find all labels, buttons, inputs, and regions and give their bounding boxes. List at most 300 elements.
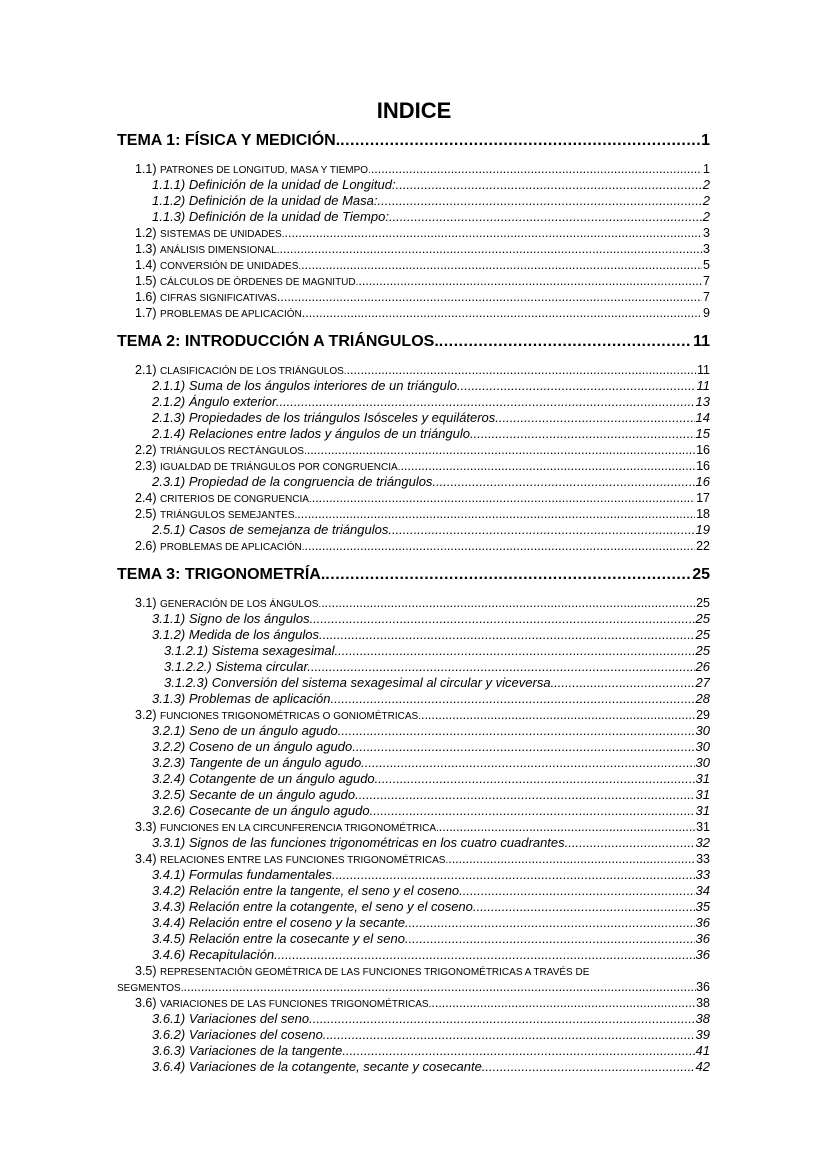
toc-entry-number: 3.1.1) (152, 611, 186, 626)
toc-entry (117, 209, 710, 225)
toc-entry-text (164, 675, 554, 691)
toc-leader-dots (389, 209, 702, 225)
toc-leader-dots (313, 1011, 695, 1027)
toc-entry-text (135, 362, 347, 378)
toc-entry (117, 915, 710, 931)
toc-entry-text (164, 643, 338, 659)
toc-page-number: 16 (695, 474, 710, 489)
toc-entry-number: 1.6) (135, 290, 157, 304)
toc-leader-dots (338, 643, 694, 659)
toc-page-number: 9 (703, 306, 710, 320)
toc-entry-text (135, 257, 301, 273)
toc-entry-label: Formulas fundamentales. (188, 867, 336, 882)
toc-entry-text (135, 819, 439, 835)
toc-entry-number: 3.6.1) (152, 1011, 186, 1026)
toc-entry-number: 3.4.3) (152, 899, 186, 914)
toc-entry-text (164, 659, 311, 675)
toc-entry-label: Conversión del sistema sexagesimal al circular y viceversa. (211, 675, 555, 690)
toc-page-number: 41 (695, 1043, 710, 1058)
toc-entry-text (135, 595, 321, 611)
toc-entry (117, 225, 710, 241)
toc-entry (117, 362, 710, 378)
toc-leader-dots (371, 161, 702, 177)
toc-entry-label: Variaciones del seno. (188, 1011, 313, 1026)
toc-leader-dots (305, 538, 696, 554)
toc-page-number: 38 (696, 996, 710, 1010)
toc-page-number: 30 (695, 739, 710, 754)
toc-entry-label: Propiedades de los triángulos Isósceles y equiláteros. (188, 410, 499, 425)
toc-page-number: 14 (695, 410, 710, 425)
toc-page-number: 2 (702, 177, 710, 192)
toc-entry-label: Definición de la unidad de Masa: (188, 193, 378, 208)
toc-entry-text (152, 627, 323, 643)
toc-entry-text (152, 611, 313, 627)
toc-entry-label: Sistema sexagesimal. (211, 643, 339, 658)
toc-page-number: 17 (696, 491, 710, 505)
toc-page-number: 33 (695, 867, 710, 882)
toc-leader-dots (334, 691, 694, 707)
toc-entry-number: 1.1.1) (152, 177, 186, 192)
toc-leader-dots (340, 130, 700, 152)
toc-leader-dots (325, 564, 691, 586)
toc-entry (117, 273, 710, 289)
toc-entry-number: 1.4) (135, 258, 157, 272)
toc-entry-label: Propiedad de la congruencia de triángulos. (188, 474, 437, 489)
toc-entry-text (152, 1011, 313, 1027)
toc-entry (117, 611, 710, 627)
toc-entry-label: CONVERSIÓN DE UNIDADES. (160, 261, 302, 272)
toc-entry-number: 3.3.1) (152, 835, 186, 850)
toc-entry-number: 3.3) (135, 820, 157, 834)
toc-leader-dots (301, 257, 702, 273)
toc-entry-line (135, 963, 710, 979)
toc-entry-label: Seno de un ángulo agudo. (188, 723, 342, 738)
toc-chapter-heading (117, 130, 710, 152)
toc-entry (117, 595, 710, 611)
toc-entry-number: 3.4.1) (152, 867, 186, 882)
toc-chapter-label: TEMA 3: TRIGONOMETRÍA. (117, 566, 326, 583)
toc-entry (117, 241, 710, 257)
toc-entry (117, 1027, 710, 1043)
toc-page-number: 25 (692, 566, 710, 583)
toc-leader-dots (477, 899, 695, 915)
toc-page-number: 33 (696, 852, 710, 866)
toc-entry-label: PROBLEMAS DE APLICACIÓN. (160, 542, 305, 553)
toc-entry (117, 899, 710, 915)
toc-leader-dots (278, 947, 695, 963)
section-spacer (117, 554, 710, 560)
toc-entry-number: 3.2) (135, 708, 157, 722)
toc-entry-number: 2.5) (135, 507, 157, 521)
toc-entry-text (135, 995, 431, 1011)
toc-entry-text (135, 490, 312, 506)
toc-entry (117, 851, 710, 867)
toc-entry-text (152, 1043, 346, 1059)
toc-leader-dots (439, 819, 695, 835)
toc-entry-text (152, 739, 356, 755)
toc-entry-text (135, 225, 285, 241)
toc-page-number: 25 (695, 627, 710, 642)
toc-entry-label: Variaciones del coseno. (188, 1027, 327, 1042)
toc-entry-text (152, 723, 341, 739)
toc-entry-number: 3.4.5) (152, 931, 186, 946)
toc-page-number: 31 (695, 771, 710, 786)
toc-entry-number: 1.7) (135, 306, 157, 320)
toc-entry-text (152, 691, 334, 707)
toc-page-number: 16 (696, 443, 710, 457)
toc-entry-number: 3.6.2) (152, 1027, 186, 1042)
toc-entry-label: GENERACIÓN DE LOS ÁNGULOS. (160, 599, 322, 610)
toc-entry-text (135, 458, 400, 474)
toc-entry-text (135, 273, 358, 289)
toc-entry-label: Relación entre la tangente, el seno y el coseno. (188, 883, 463, 898)
toc-entry-number: 3.1.2.2.) (164, 659, 212, 674)
toc-entry-label: CLASIFICACIÓN DE LOS TRIÁNGULOS. (160, 366, 347, 377)
toc-entry-number: 2.3.1) (152, 474, 186, 489)
toc-entry-label: Cosecante de un ángulo agudo. (188, 803, 374, 818)
toc-entry (117, 522, 710, 538)
toc-entry-text (152, 474, 436, 490)
toc-entry (117, 193, 710, 209)
toc-entry-text (152, 193, 378, 209)
toc-leader-dots (463, 883, 695, 899)
toc-entry-label: SISTEMAS DE UNIDADES. (160, 229, 285, 240)
toc-entry (117, 819, 710, 835)
toc-entry-number: 3.4.2) (152, 883, 186, 898)
toc-page-number: 13 (695, 394, 710, 409)
toc-page-number: 36 (696, 980, 710, 994)
toc-page-number: 2 (702, 209, 710, 224)
toc-entry-number: 3.2.6) (152, 803, 186, 818)
toc-page-number: 1 (701, 132, 710, 149)
toc-entry-label: TRIÁNGULOS RECTÁNGULOS. (160, 446, 307, 457)
toc-entry-text (152, 209, 389, 225)
toc-page-number: 30 (695, 755, 710, 770)
toc-entry-label: Cotangente de un ángulo agudo. (188, 771, 379, 786)
toc-entry (117, 161, 710, 177)
toc-leader-dots (554, 675, 694, 691)
toc-entry-text (152, 835, 568, 851)
toc-entry-label: Relación entre la cosecante y el seno. (188, 931, 409, 946)
toc-entry (117, 707, 710, 723)
toc-page-number: 28 (695, 691, 710, 706)
toc-leader-dots (409, 915, 695, 931)
toc-chapter-label: TEMA 2: INTRODUCCIÓN A TRIÁNGULOS. (117, 333, 439, 350)
toc-page-number: 3 (703, 226, 710, 240)
toc-leader-dots (297, 506, 695, 522)
toc-entry-label: PATRONES DE LONGITUD, MASA Y TIEMPO. (160, 165, 371, 176)
toc-entry-text (152, 883, 463, 899)
toc-page-number: 27 (695, 675, 710, 690)
toc-entry (117, 289, 710, 305)
toc-page-number: 11 (696, 378, 710, 393)
toc-entry-label: Secante de un ángulo agudo. (188, 787, 359, 802)
toc-entry-label: Medida de los ángulos. (188, 627, 323, 642)
toc-entry-number: 3.1.2.3) (164, 675, 209, 690)
toc-entry-label: Relación entre la cotangente, el seno y el coseno. (188, 899, 477, 914)
toc-entry-number: 2.3) (135, 459, 157, 473)
toc-entry-number: 2.1.4) (152, 426, 186, 441)
toc-entry-text (135, 538, 305, 554)
toc-entry-number: 2.1.2) (152, 394, 186, 409)
toc-entry-text (152, 899, 477, 915)
toc-entry-label: Coseno de un ángulo agudo. (188, 739, 356, 754)
toc-leader-dots (346, 1043, 695, 1059)
toc-entry-text (152, 177, 396, 193)
toc-leader-dots (470, 426, 695, 442)
toc-entry-text (152, 410, 499, 426)
toc-page-number: 11 (693, 333, 710, 350)
toc-entry (117, 410, 710, 426)
toc-entry-number: 1.3) (135, 242, 157, 256)
toc-leader-dots (279, 394, 694, 410)
toc-entry-label: FUNCIONES EN LA CIRCUNFERENCIA TRIGONOMÉTRICA. (160, 823, 439, 834)
toc-leader-dots (431, 995, 695, 1011)
toc-entry (117, 1059, 710, 1075)
toc-entry (117, 643, 710, 659)
toc-leader-dots (347, 362, 696, 378)
toc-leader-dots (499, 410, 695, 426)
toc-leader-dots (285, 225, 703, 241)
toc-entry (117, 378, 710, 394)
toc-page-number: 25 (695, 643, 710, 658)
toc-leader-dots (341, 723, 694, 739)
toc-entry-number: 3.2.4) (152, 771, 186, 786)
toc-leader-dots (311, 659, 695, 675)
toc-entry (117, 771, 710, 787)
toc-leader-dots (568, 835, 694, 851)
toc-entry-label: Problemas de aplicación. (188, 691, 335, 706)
toc-leader-dots (336, 867, 695, 883)
toc-entry-number: 3.1.2.1) (164, 643, 209, 658)
toc-entry-number: 1.5) (135, 274, 157, 288)
toc-entry-number: 1.2) (135, 226, 157, 240)
toc-leader-dots (326, 1027, 694, 1043)
toc-page-number: 25 (695, 611, 710, 626)
toc-leader-dots (392, 522, 695, 538)
toc-entry-label: CÁLCULOS DE ÓRDENES DE MAGNITUD. (160, 277, 359, 288)
toc-entry-label: Relaciones entre lados y ángulos de un triángulo (188, 426, 471, 441)
toc-entry (117, 723, 710, 739)
toc-entry (117, 426, 710, 442)
toc-entry-number: 1.1.3) (152, 209, 186, 224)
toc-leader-dots (421, 707, 695, 723)
toc-leader-dots (323, 627, 695, 643)
toc-page-number: 2 (702, 193, 710, 208)
toc-leader-dots (365, 755, 695, 771)
toc-entry-number: 3.2.1) (152, 723, 186, 738)
toc-page-number: 38 (695, 1011, 710, 1026)
toc-entry-text (135, 289, 277, 305)
toc-entry-number: 1.1) (135, 162, 157, 176)
toc-entry-text (152, 867, 336, 883)
table-of-contents (117, 130, 710, 1081)
toc-page-number: 36 (695, 915, 710, 930)
toc-page-number: 25 (696, 596, 710, 610)
toc-entry-text (152, 426, 470, 442)
toc-entry-text (152, 1027, 326, 1043)
toc-page-number: 19 (695, 522, 710, 537)
toc-entry (117, 1043, 710, 1059)
toc-entry (117, 691, 710, 707)
toc-entry-number: 3.5) (135, 964, 157, 978)
toc-entry (117, 627, 710, 643)
toc-entry (117, 739, 710, 755)
toc-entry (117, 490, 710, 506)
toc-page-number: 31 (695, 787, 710, 802)
toc-page-number: 35 (695, 899, 710, 914)
toc-leader-dots (448, 851, 695, 867)
toc-page-number: 32 (695, 835, 710, 850)
toc-page-number: 18 (696, 507, 710, 521)
toc-entry (117, 659, 710, 675)
toc-entry-label: Tangente de un ángulo agudo. (188, 755, 365, 770)
toc-entry-text (135, 851, 448, 867)
toc-entry-number: 3.6.3) (152, 1043, 186, 1058)
toc-page-number: 7 (703, 274, 710, 288)
toc-entry-text (152, 915, 409, 931)
toc-entry-text (152, 771, 378, 787)
toc-entry (117, 947, 710, 963)
toc-entry-label: FUNCIONES TRIGONOMÉTRICAS O GONIOMÉTRICAS. (160, 711, 421, 722)
toc-leader-dots (400, 458, 695, 474)
toc-entry (117, 506, 710, 522)
toc-chapter-heading (117, 564, 710, 586)
page-title: INDICE (376, 98, 452, 123)
toc-entry (117, 995, 710, 1011)
toc-page-number: 22 (696, 539, 710, 553)
toc-entry-label: Relación entre el coseno y la secante. (188, 915, 409, 930)
toc-entry (117, 755, 710, 771)
toc-entry-text (152, 394, 279, 410)
toc-entry (117, 394, 710, 410)
toc-leader-dots (359, 787, 695, 803)
toc-page-number: 34 (695, 883, 710, 898)
toc-entry-number: 1.1.2) (152, 193, 186, 208)
toc-page-number: 42 (695, 1059, 710, 1074)
toc-entry (117, 931, 710, 947)
toc-page-number: 11 (697, 363, 710, 377)
toc-entry-label: ANÁLISIS DIMENSIONAL. (160, 245, 280, 256)
toc-entry-label: Casos de semejanza de triángulos. (188, 522, 392, 537)
toc-leader-dots (312, 490, 695, 506)
toc-entry-text (135, 707, 421, 723)
toc-leader-dots (378, 193, 702, 209)
toc-leader-dots (461, 378, 696, 394)
toc-page-number: 30 (695, 723, 710, 738)
toc-entry-label-continued: SEGMENTOS. (117, 983, 184, 994)
toc-entry (117, 442, 710, 458)
toc-leader-dots (485, 1059, 694, 1075)
toc-leader-dots (313, 611, 694, 627)
toc-entry-label: Sistema circular. (215, 659, 311, 674)
toc-entry-number: 3.1.3) (152, 691, 186, 706)
toc-entry-label: Variaciones de la tangente. (188, 1043, 346, 1058)
toc-entry-label: Signo de los ángulos. (188, 611, 314, 626)
toc-leader-dots (358, 273, 702, 289)
toc-entry-wrapped (117, 963, 710, 995)
toc-entry (117, 803, 710, 819)
toc-entry-label: REPRESENTACIÓN GEOMÉTRICA DE LAS FUNCIONES TRIGONOMÉTRICAS A TRAVÉS DE (160, 967, 590, 978)
toc-entry-text (152, 803, 373, 819)
toc-entry-text (135, 506, 297, 522)
toc-entry (117, 835, 710, 851)
toc-leader-dots (184, 979, 697, 995)
toc-chapter-label: TEMA 1: FÍSICA Y MEDICIÓN. (117, 132, 341, 149)
toc-page-number: 7 (703, 290, 710, 304)
toc-entry-label: Definición de la unidad de Longitud: (188, 177, 396, 192)
toc-entry-number: 2.1) (135, 363, 157, 377)
toc-entry-label: Definición de la unidad de Tiempo: (188, 209, 389, 224)
toc-entry (117, 883, 710, 899)
toc-entry-label: Suma de los ángulos interiores de un triángulo. (188, 378, 461, 393)
toc-entry-line (117, 979, 710, 995)
toc-entry (117, 305, 710, 321)
toc-entry-number: 3.2.2) (152, 739, 186, 754)
toc-entry (117, 867, 710, 883)
toc-entry-number: 3.2.5) (152, 787, 186, 802)
toc-page-number: 15 (695, 426, 710, 441)
toc-leader-dots (378, 771, 694, 787)
toc-entry-label: Recapitulación. (188, 947, 278, 962)
toc-leader-dots (307, 442, 695, 458)
toc-entry-number: 2.1.1) (152, 378, 186, 393)
toc-entry-text (152, 947, 278, 963)
toc-entry-text (152, 378, 461, 394)
toc-entry-text (135, 442, 307, 458)
toc-entry-text (135, 305, 302, 321)
toc-entry-text (152, 931, 409, 947)
toc-leader-dots (439, 331, 692, 353)
toc-entry-label: CIFRAS SIGNIFICATIVAS (160, 293, 277, 304)
toc-leader-dots (302, 305, 702, 321)
toc-leader-dots (396, 177, 702, 193)
toc-page-number: 3 (703, 242, 710, 256)
toc-entry-number: 2.1.3) (152, 410, 186, 425)
toc-entry-number: 3.4.6) (152, 947, 186, 962)
toc-entry-number: 3.4) (135, 852, 157, 866)
toc-entry-label: TRIÁNGULOS SEMEJANTES. (160, 510, 298, 521)
toc-leader-dots (280, 241, 703, 257)
toc-leader-dots (356, 739, 695, 755)
toc-entry (117, 474, 710, 490)
toc-entry-text (135, 161, 371, 177)
toc-entry (117, 257, 710, 273)
toc-chapter-heading (117, 331, 710, 353)
toc-leader-dots (277, 289, 702, 305)
section-spacer (117, 1075, 710, 1081)
toc-entry-number: 3.6) (135, 996, 157, 1010)
toc-entry-label: Variaciones de la cotangente, secante y cosecante. (188, 1059, 486, 1074)
toc-entry (117, 177, 710, 193)
toc-entry-text (152, 755, 365, 771)
toc-page-number: 1 (703, 162, 710, 176)
toc-entry-number: 3.2.3) (152, 755, 186, 770)
toc-leader-dots (373, 803, 694, 819)
toc-entry (117, 458, 710, 474)
toc-entry (117, 1011, 710, 1027)
toc-entry-number: 2.2) (135, 443, 157, 457)
section-spacer (117, 321, 710, 327)
toc-entry-label: VARIACIONES DE LAS FUNCIONES TRIGONOMÉTRICAS. (160, 999, 432, 1010)
toc-entry-label: PROBLEMAS DE APLICACIÓN (160, 309, 302, 320)
toc-page-number: 31 (696, 820, 710, 834)
toc-page-number: 29 (696, 708, 710, 722)
toc-entry-text (152, 787, 359, 803)
toc-entry (117, 787, 710, 803)
toc-leader-dots (409, 931, 695, 947)
toc-page-number: 36 (695, 947, 710, 962)
